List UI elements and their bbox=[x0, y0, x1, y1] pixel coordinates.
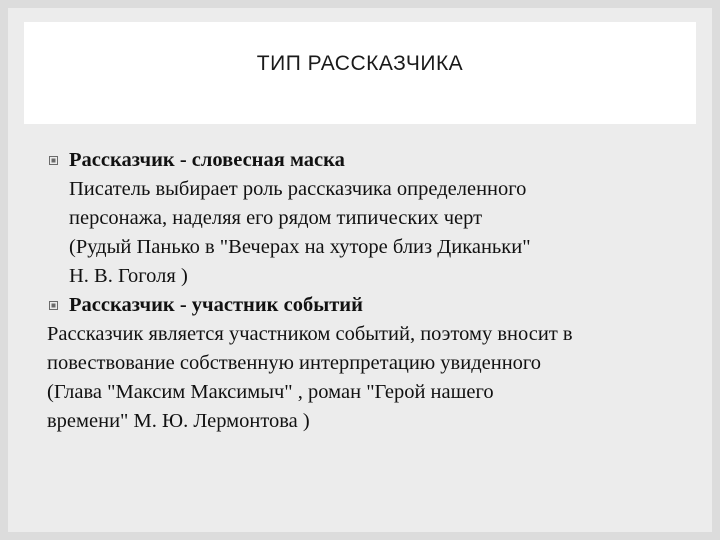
bullet-heading: Рассказчик - участник событий bbox=[69, 294, 363, 316]
bullet-text-line: персонажа, наделяя его рядом типических черт bbox=[69, 207, 483, 229]
bullet-heading: Рассказчик - словесная маска bbox=[69, 149, 345, 171]
paragraph-line: времени" М. Ю. Лермонтова ) bbox=[47, 410, 310, 432]
bullet-item-1 bbox=[47, 146, 687, 291]
paragraph-line: Рассказчик является участником событий, поэтому вносит в bbox=[47, 323, 573, 345]
slide-body bbox=[47, 146, 687, 436]
square-bullet-icon bbox=[49, 156, 58, 165]
bullet-item-2 bbox=[47, 291, 687, 320]
paragraph bbox=[47, 320, 687, 436]
paragraph-line: повествование собственную интерпретацию увиденного bbox=[47, 352, 542, 374]
bullet-text-line: (Рудый Панько в "Вечерах на хуторе близ Диканьки" bbox=[69, 236, 531, 258]
bullet-text-line: Н. В. Гоголя ) bbox=[69, 265, 188, 287]
paragraph-line: (Глава "Максим Максимыч" , роман "Герой нашего bbox=[47, 381, 494, 403]
bullet-text-line: Писатель выбирает роль рассказчика определенного bbox=[69, 178, 527, 200]
slide-title: ТИП РАССКАЗЧИКА bbox=[256, 52, 464, 75]
square-bullet-icon bbox=[49, 301, 58, 310]
title-box bbox=[24, 22, 696, 124]
